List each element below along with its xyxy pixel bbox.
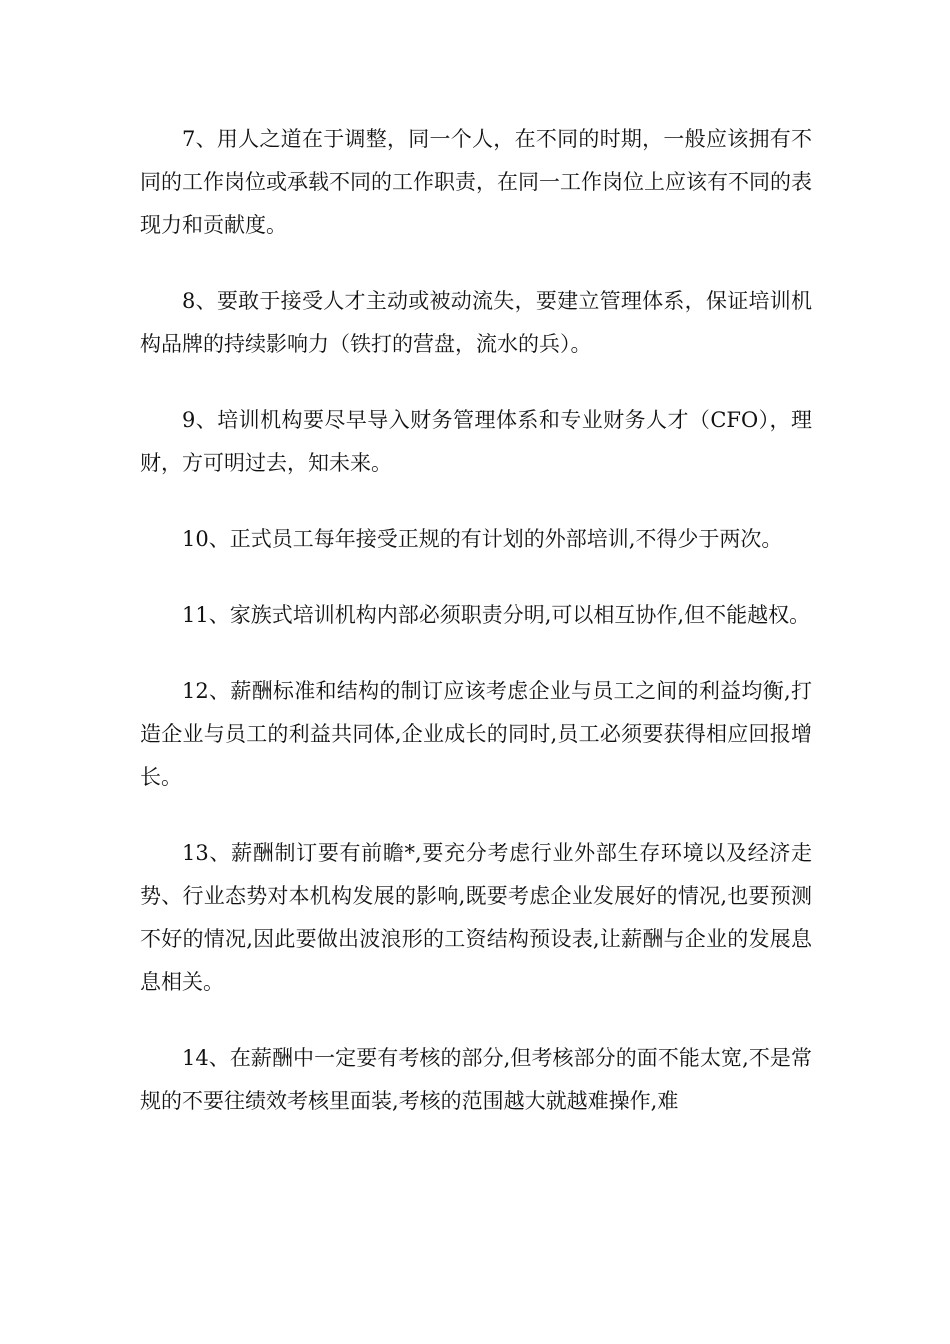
paragraph-12: 12、薪酬标准和结构的制订应该考虑企业与员工之间的利益均衡,打造企业与员工的利益共同体,企业成长的同时,员工必须要获得相应回报增长。 xyxy=(140,679,812,789)
paragraph-9: 9、培训机构要尽早导入财务管理体系和专业财务人才（CFO），理财，方可明过去，知未来。 xyxy=(140,408,812,475)
paragraph-14: 14、在薪酬中一定要有考核的部分,但考核部分的面不能太宽,不是常规的不要往绩效考核里面装,考核的范围越大就越难操作,难 xyxy=(140,1046,812,1113)
document-body xyxy=(140,118,812,1123)
paragraph-13: 13、薪酬制订要有前瞻*,要充分考虑行业外部生存环境以及经济走势、行业态势对本机构发展的影响,既要考虑企业发展好的情况,也要预测不好的情况,因此要做出波浪形的工资结构预设表,让薪酬与企业的发展息息相关。 xyxy=(140,841,812,994)
paragraph-10: 10、正式员工每年接受正规的有计划的外部培训,不得少于两次。 xyxy=(182,527,783,551)
paragraph-11: 11、家族式培训机构内部必须职责分明,可以相互协作,但不能越权。 xyxy=(182,603,811,627)
paragraph-7: 7、用人之道在于调整，同一个人，在不同的时期，一般应该拥有不同的工作岗位或承载不同的工作职责，在同一工作岗位上应该有不同的表现力和贡献度。 xyxy=(140,127,812,237)
paragraph-8: 8、要敢于接受人才主动或被动流失，要建立管理体系，保证培训机构品牌的持续影响力（铁打的营盘，流水的兵）。 xyxy=(140,289,812,356)
